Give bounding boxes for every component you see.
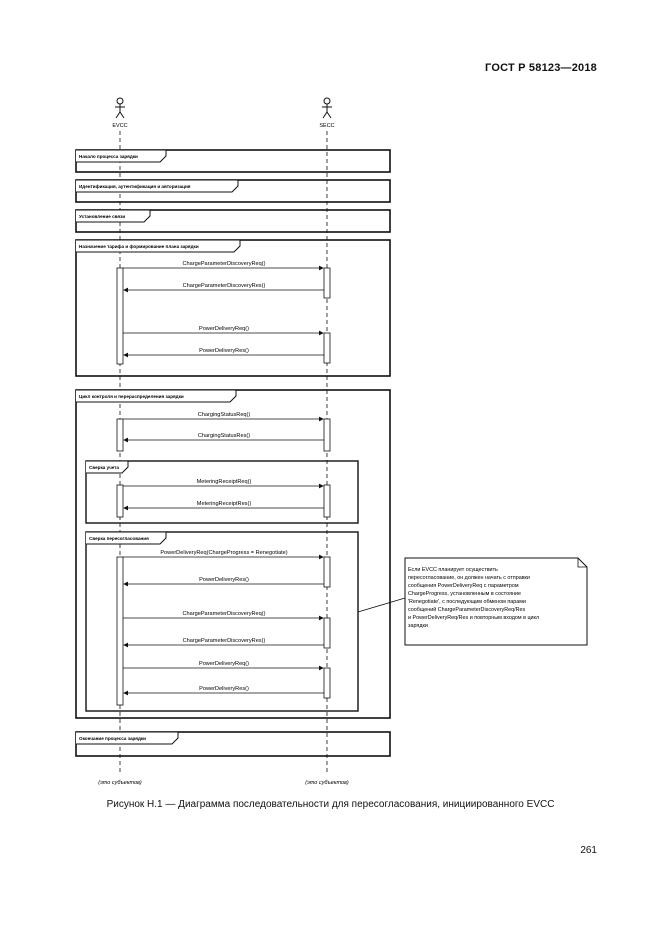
lifeline-footer-secc: (это субъектов) xyxy=(305,780,349,786)
message-m14: PowerDeliveryRes() xyxy=(199,686,249,692)
message-m11: ChargeParameterDiscoveryReq() xyxy=(182,611,266,617)
subframe-metering xyxy=(86,461,358,523)
frame-title-tariff-plan: Назначение тарифа и формирование плана зарядки xyxy=(79,244,199,249)
message-m2: ChargeParameterDiscoveryRes() xyxy=(182,283,266,289)
subframe-title-metering: Сверка учета xyxy=(89,465,120,470)
message-m9: PowerDeliveryReq(ChargeProgress = Renegotiate) xyxy=(160,550,288,556)
actor-secc-label: SECC xyxy=(319,123,335,129)
activation-secc-5 xyxy=(324,557,330,587)
actor-evcc-icon xyxy=(115,98,125,118)
note-box xyxy=(358,558,587,645)
note-line-7: и PowerDeliveryReq/Res и повторным входом в цикл xyxy=(408,615,540,621)
message-m1: ChargeParameterDiscoveryReq() xyxy=(182,261,266,267)
activation-secc-1 xyxy=(324,268,330,298)
frame-title-identification: Идентификация, аутентификация и авторизация xyxy=(79,184,191,189)
activation-secc-2 xyxy=(324,333,330,363)
frame-charging-start xyxy=(76,150,390,172)
frame-title-charging-end: Окончание процесса зарядки xyxy=(79,736,146,741)
subframe-renegotiation xyxy=(86,532,358,711)
document-code: ГОСТ Р 58123—2018 xyxy=(485,62,597,74)
note-line-3: сообщения PowerDeliveryReq с параметром xyxy=(408,583,519,589)
figure-caption: Рисунок Н.1 — Диаграмма последовательности для пересогласования, инициированного EVCC xyxy=(106,799,555,810)
message-m6: ChargingStatusRes() xyxy=(197,433,251,439)
note-line-8: зарядки xyxy=(408,623,428,629)
activation-evcc-1 xyxy=(117,268,123,364)
actor-evcc-label: EVCC xyxy=(112,123,128,129)
activation-secc-6 xyxy=(324,618,330,648)
note-line-1: Если EVCC планирует осуществить xyxy=(408,567,498,573)
message-m13: PowerDeliveryReq() xyxy=(198,661,250,667)
activation-evcc-2 xyxy=(117,419,123,451)
frame-title-charging-start: Начало процесса зарядки xyxy=(79,154,138,159)
message-m12: ChargeParameterDiscoveryRes() xyxy=(182,638,266,644)
note-line-2: пересогласование, он должен начать с отправки xyxy=(408,575,530,581)
frame-connection xyxy=(76,210,390,232)
subframe-title-renegotiation: Сверка пересогласования xyxy=(89,536,149,541)
activation-secc-4 xyxy=(324,485,330,517)
message-m8: MeteringReceiptRes() xyxy=(196,501,252,507)
page-number: 261 xyxy=(580,845,597,856)
message-m7: MeteringReceiptReq() xyxy=(196,479,252,485)
message-m4: PowerDeliveryRes() xyxy=(199,348,249,354)
frame-charging-end xyxy=(76,732,390,756)
frame-identification xyxy=(76,180,390,202)
frame-title-control-loop: Цикл контроля и перераспределения зарядки xyxy=(79,394,184,399)
activation-secc-7 xyxy=(324,668,330,698)
message-m3: PowerDeliveryReq() xyxy=(198,326,250,332)
lifeline-footer-evcc: (это субъектов) xyxy=(98,780,142,786)
activation-secc-3 xyxy=(324,419,330,451)
note-line-6: сообщений ChargeParameterDiscoveryReq/Res xyxy=(408,607,526,613)
message-m10: PowerDeliveryRes() xyxy=(199,577,249,583)
activation-evcc-3 xyxy=(117,485,123,517)
actor-secc-icon xyxy=(322,98,332,118)
message-m5: ChargingStatusReq() xyxy=(197,412,251,418)
note-line-4: ChargeProgress, установленным в состояние xyxy=(408,591,521,597)
activation-evcc-4 xyxy=(117,557,123,705)
note-line-5: 'Renegotiate', с последующим обменом парами xyxy=(408,599,526,605)
frame-title-connection: Установление связи xyxy=(79,214,126,219)
